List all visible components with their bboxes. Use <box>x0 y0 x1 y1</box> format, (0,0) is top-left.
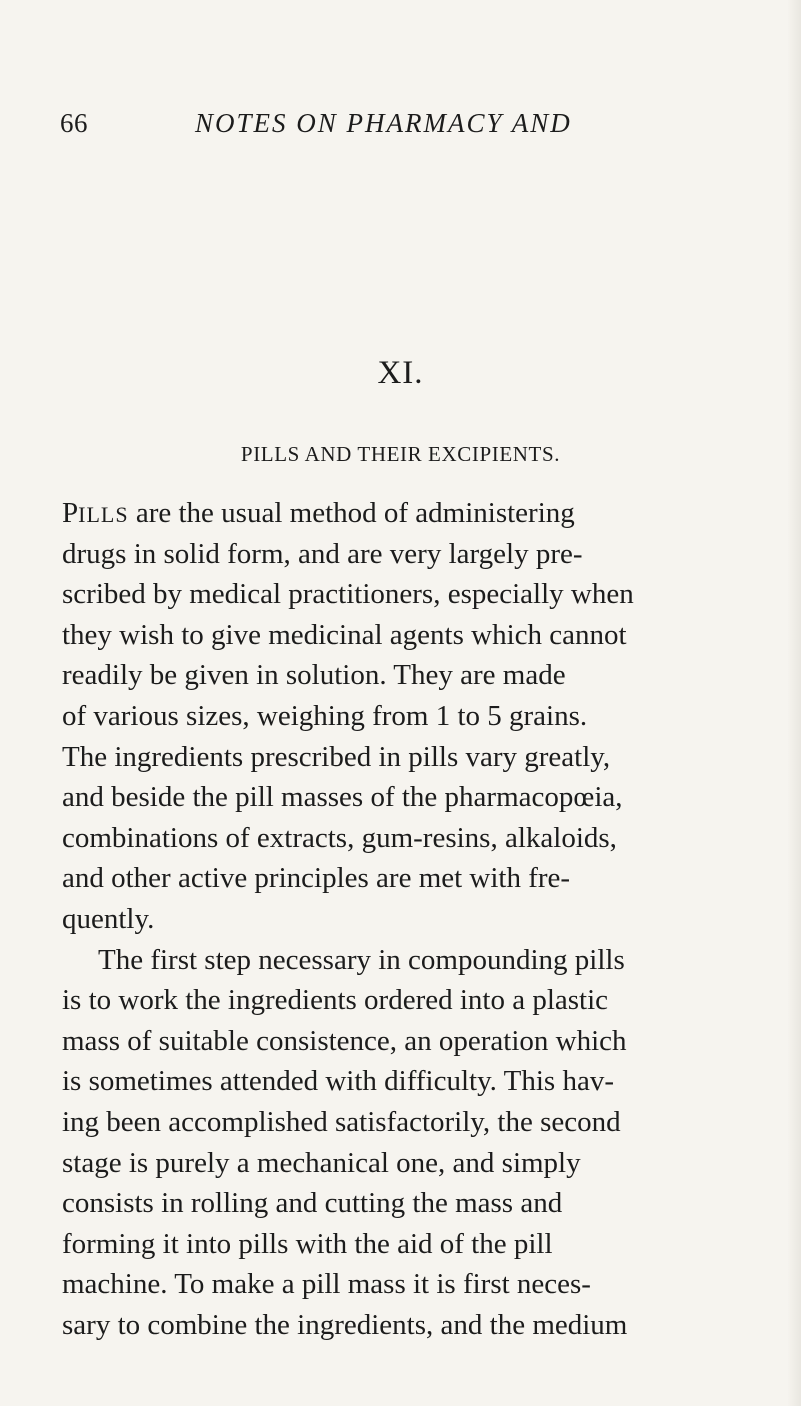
running-head-title: NOTES ON PHARMACY AND <box>195 108 572 138</box>
small-caps-initial: P <box>62 497 79 529</box>
text-line: machine. To make a pill mass it is first neces- <box>62 1268 591 1301</box>
text-line-1 <box>62 493 787 534</box>
body-text <box>62 493 787 1345</box>
text-line: quently. <box>62 902 155 935</box>
text-line: scribed by medical practitioners, especially when <box>62 578 634 611</box>
text-line: stage is purely a mechanical one, and simply <box>62 1146 581 1179</box>
chapter-number: XI. <box>377 355 424 391</box>
text-line: of various sizes, weighing from 1 to 5 grains. <box>62 699 588 732</box>
text-line: sary to combine the ingredients, and the medium <box>62 1308 628 1341</box>
text-line: and beside the pill masses of the pharmacopœia, <box>62 781 623 814</box>
first-line-rest: are the usual method of administering <box>128 497 575 529</box>
text-line: drugs in solid form, and are very largely pre- <box>62 537 583 570</box>
page-edge-shadow <box>787 0 801 1406</box>
paragraph-start: The first step necessary in compounding pills <box>98 943 625 976</box>
text-line: and other active principles are met with fre- <box>62 862 571 895</box>
text-line: readily be given in solution. They are made <box>62 659 566 692</box>
text-line: is to work the ingredients ordered into a plastic <box>62 984 609 1017</box>
text-line: they wish to give medicinal agents which cannot <box>62 618 627 651</box>
running-head <box>60 108 760 148</box>
text-line: forming it into pills with the aid of the pill <box>62 1227 553 1260</box>
text-line: ing been accomplished satisfactorily, the second <box>62 1105 621 1138</box>
text-line: mass of suitable consistence, an operation which <box>62 1024 627 1057</box>
text-line: is sometimes attended with difficulty. This hav- <box>62 1065 614 1098</box>
text-line: The ingredients prescribed in pills vary greatly, <box>62 740 611 773</box>
small-caps-rest: ILLS <box>78 502 129 527</box>
text-line: consists in rolling and cutting the mass and <box>62 1187 563 1220</box>
text-line: combinations of extracts, gum-resins, alkaloids, <box>62 821 617 854</box>
chapter-title: PILLS AND THEIR EXCIPIENTS. <box>240 442 561 466</box>
page-number: 66 <box>60 108 88 138</box>
